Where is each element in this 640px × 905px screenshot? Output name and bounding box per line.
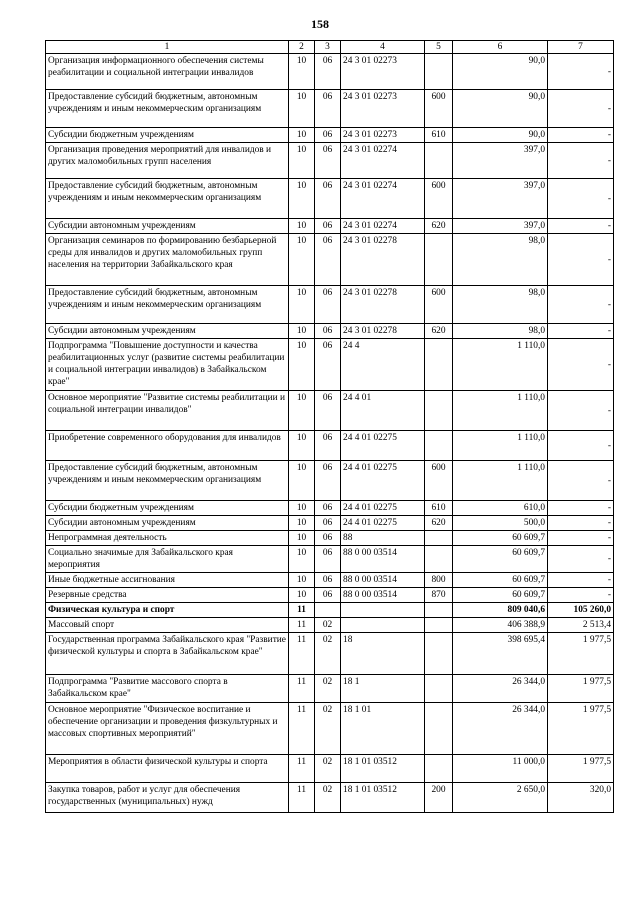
cell-target-article: 24 4 01 02275 [341, 461, 425, 501]
cell-subsection: 02 [315, 783, 341, 813]
cell-amount: 90,0 [453, 128, 548, 143]
cell-section: 10 [289, 573, 315, 588]
cell-amount: 60 609,7 [453, 573, 548, 588]
table-row [46, 588, 614, 603]
cell-expense-type [425, 234, 453, 286]
cell-section: 10 [289, 128, 315, 143]
cell-target-article: 24 3 01 02274 [341, 179, 425, 219]
cell-name: Организация информационного обеспечения системы реабилитации и социальной интеграции инвалидов [46, 54, 289, 90]
cell-amount-second: - [548, 143, 614, 179]
cell-target-article: 88 [341, 531, 425, 546]
cell-name: Основное мероприятие "Физическое воспитание и обеспечение организации и проведения физкультурных и массовых спортивных мероприятий" [46, 703, 289, 755]
column-header: 2 [289, 41, 315, 54]
cell-subsection: 02 [315, 703, 341, 755]
cell-amount: 2 650,0 [453, 783, 548, 813]
column-header: 5 [425, 41, 453, 54]
table-row [46, 339, 614, 391]
cell-subsection: 06 [315, 339, 341, 391]
cell-target-article: 88 0 00 03514 [341, 588, 425, 603]
table-row [46, 573, 614, 588]
cell-target-article: 88 0 00 03514 [341, 546, 425, 573]
cell-expense-type [425, 703, 453, 755]
cell-expense-type [425, 391, 453, 431]
cell-section: 11 [289, 633, 315, 675]
table-row [46, 431, 614, 461]
cell-expense-type [425, 618, 453, 633]
cell-name: Предоставление субсидий бюджетным, автономным учреждениям и иным некоммерческим организациям [46, 286, 289, 324]
cell-amount: 90,0 [453, 54, 548, 90]
cell-subsection: 02 [315, 618, 341, 633]
cell-expense-type [425, 339, 453, 391]
cell-expense-type: 600 [425, 286, 453, 324]
cell-expense-type: 610 [425, 128, 453, 143]
cell-section: 10 [289, 531, 315, 546]
column-header: 4 [341, 41, 425, 54]
cell-amount-second: - [548, 588, 614, 603]
cell-expense-type: 600 [425, 461, 453, 501]
table-row [46, 531, 614, 546]
cell-subsection: 06 [315, 143, 341, 179]
cell-subsection: 06 [315, 234, 341, 286]
cell-subsection: 06 [315, 588, 341, 603]
table-row [46, 755, 614, 783]
cell-amount-second: 105 260,0 [548, 603, 614, 618]
cell-subsection: 02 [315, 633, 341, 675]
column-header: 7 [548, 41, 614, 54]
cell-subsection: 06 [315, 546, 341, 573]
cell-section: 10 [289, 339, 315, 391]
cell-amount-second: - [548, 324, 614, 339]
cell-amount: 397,0 [453, 219, 548, 234]
cell-amount: 98,0 [453, 286, 548, 324]
cell-amount: 26 344,0 [453, 675, 548, 703]
cell-section: 10 [289, 234, 315, 286]
cell-expense-type [425, 633, 453, 675]
cell-section: 10 [289, 54, 315, 90]
cell-expense-type: 800 [425, 573, 453, 588]
table-row [46, 783, 614, 813]
cell-name: Субсидии автономным учреждениям [46, 324, 289, 339]
cell-amount-second: - [548, 501, 614, 516]
cell-name: Резервные средства [46, 588, 289, 603]
cell-section: 10 [289, 588, 315, 603]
cell-name: Закупка товаров, работ и услуг для обеспечения государственных (муниципальных) нужд [46, 783, 289, 813]
cell-amount-second: - [548, 391, 614, 431]
cell-name: Предоставление субсидий бюджетным, автономным учреждениям и иным некоммерческим организациям [46, 90, 289, 128]
table-row [46, 324, 614, 339]
cell-target-article [341, 618, 425, 633]
column-header: 1 [46, 41, 289, 54]
cell-target-article: 24 4 01 02275 [341, 501, 425, 516]
cell-section: 11 [289, 675, 315, 703]
cell-amount-second: - [548, 461, 614, 501]
cell-subsection: 06 [315, 531, 341, 546]
cell-amount-second: 1 977,5 [548, 703, 614, 755]
page-number: 158 [311, 17, 329, 31]
cell-expense-type: 620 [425, 219, 453, 234]
cell-amount-second: - [548, 286, 614, 324]
cell-amount: 809 040,6 [453, 603, 548, 618]
cell-amount: 1 110,0 [453, 431, 548, 461]
cell-name: Организация проведения мероприятий для инвалидов и других маломобильных групп населения [46, 143, 289, 179]
cell-target-article: 24 3 01 02273 [341, 54, 425, 90]
cell-section: 11 [289, 703, 315, 755]
cell-amount-second: - [548, 219, 614, 234]
cell-amount-second: - [548, 546, 614, 573]
cell-subsection: 06 [315, 516, 341, 531]
cell-amount: 398 695,4 [453, 633, 548, 675]
cell-section: 11 [289, 618, 315, 633]
cell-amount-second: - [548, 531, 614, 546]
cell-target-article: 24 4 [341, 339, 425, 391]
cell-section: 11 [289, 603, 315, 618]
cell-amount: 90,0 [453, 90, 548, 128]
table-row [46, 234, 614, 286]
cell-expense-type: 200 [425, 783, 453, 813]
table-row [46, 391, 614, 431]
cell-section: 10 [289, 516, 315, 531]
cell-expense-type [425, 143, 453, 179]
cell-name: Предоставление субсидий бюджетным, автономным учреждениям и иным некоммерческим организациям [46, 461, 289, 501]
cell-expense-type: 620 [425, 516, 453, 531]
cell-subsection: 02 [315, 755, 341, 783]
cell-expense-type: 600 [425, 179, 453, 219]
cell-subsection: 02 [315, 675, 341, 703]
cell-subsection: 06 [315, 573, 341, 588]
cell-subsection: 06 [315, 286, 341, 324]
cell-section: 10 [289, 461, 315, 501]
cell-expense-type: 600 [425, 90, 453, 128]
cell-section: 10 [289, 391, 315, 431]
cell-name: Субсидии автономным учреждениям [46, 219, 289, 234]
cell-subsection: 06 [315, 501, 341, 516]
cell-amount: 11 000,0 [453, 755, 548, 783]
cell-amount-second: 1 977,5 [548, 755, 614, 783]
table-row [46, 603, 614, 618]
table-row [46, 618, 614, 633]
cell-name: Иные бюджетные ассигнования [46, 573, 289, 588]
cell-amount: 98,0 [453, 234, 548, 286]
column-header-row [46, 41, 614, 54]
cell-amount-second: - [548, 179, 614, 219]
cell-target-article: 18 [341, 633, 425, 675]
cell-expense-type [425, 675, 453, 703]
cell-subsection: 06 [315, 391, 341, 431]
cell-name: Приобретение современного оборудования для инвалидов [46, 431, 289, 461]
cell-amount-second: - [548, 573, 614, 588]
cell-subsection: 06 [315, 128, 341, 143]
cell-amount: 1 110,0 [453, 391, 548, 431]
table-row [46, 675, 614, 703]
cell-name: Государственная программа Забайкальского края "Развитие физической культуры и спорта в Забайкальском крае" [46, 633, 289, 675]
table-row [46, 516, 614, 531]
cell-amount-second: 320,0 [548, 783, 614, 813]
table-row [46, 461, 614, 501]
cell-name: Массовый спорт [46, 618, 289, 633]
table-row [46, 286, 614, 324]
cell-name: Предоставление субсидий бюджетным, автономным учреждениям и иным некоммерческим организациям [46, 179, 289, 219]
column-header: 3 [315, 41, 341, 54]
cell-target-article: 24 4 01 02275 [341, 431, 425, 461]
cell-name: Основное мероприятие "Развитие системы реабилитации и социальной интеграции инвалидов" [46, 391, 289, 431]
cell-name: Субсидии бюджетным учреждениям [46, 128, 289, 143]
cell-expense-type [425, 531, 453, 546]
cell-name: Социально значимые для Забайкальского края мероприятия [46, 546, 289, 573]
cell-expense-type: 620 [425, 324, 453, 339]
cell-section: 10 [289, 431, 315, 461]
cell-target-article: 18 1 01 03512 [341, 783, 425, 813]
cell-target-article: 18 1 01 [341, 703, 425, 755]
cell-target-article: 18 1 [341, 675, 425, 703]
table-row [46, 501, 614, 516]
cell-amount-second: - [548, 90, 614, 128]
table-row [46, 90, 614, 128]
cell-amount: 1 110,0 [453, 461, 548, 501]
table-row [46, 546, 614, 573]
cell-expense-type: 610 [425, 501, 453, 516]
cell-amount-second: 1 977,5 [548, 675, 614, 703]
cell-amount-second: - [548, 234, 614, 286]
cell-name: Организация семинаров по формированию безбарьерной среды для инвалидов и других маломобильных групп населения на территории Забайкальского края [46, 234, 289, 286]
cell-section: 10 [289, 324, 315, 339]
cell-section: 10 [289, 179, 315, 219]
cell-expense-type [425, 431, 453, 461]
cell-amount: 397,0 [453, 179, 548, 219]
table-row [46, 143, 614, 179]
cell-expense-type: 870 [425, 588, 453, 603]
cell-amount: 500,0 [453, 516, 548, 531]
cell-amount: 98,0 [453, 324, 548, 339]
cell-expense-type [425, 54, 453, 90]
cell-target-article: 88 0 00 03514 [341, 573, 425, 588]
cell-target-article: 24 3 01 02278 [341, 234, 425, 286]
cell-section: 10 [289, 219, 315, 234]
cell-amount-second: - [548, 128, 614, 143]
cell-name: Физическая культура и спорт [46, 603, 289, 618]
cell-amount: 1 110,0 [453, 339, 548, 391]
table-row [46, 703, 614, 755]
cell-target-article: 24 3 01 02278 [341, 286, 425, 324]
table-row [46, 219, 614, 234]
cell-subsection: 06 [315, 219, 341, 234]
cell-amount: 60 609,7 [453, 531, 548, 546]
cell-target-article: 24 3 01 02274 [341, 219, 425, 234]
cell-section: 11 [289, 783, 315, 813]
cell-section: 10 [289, 143, 315, 179]
cell-expense-type [425, 755, 453, 783]
cell-amount: 26 344,0 [453, 703, 548, 755]
cell-target-article: 18 1 01 03512 [341, 755, 425, 783]
cell-amount-second: 2 513,4 [548, 618, 614, 633]
cell-amount-second: - [548, 54, 614, 90]
cell-section: 10 [289, 90, 315, 128]
table-row [46, 633, 614, 675]
cell-amount-second: 1 977,5 [548, 633, 614, 675]
cell-expense-type [425, 546, 453, 573]
cell-target-article: 24 3 01 02278 [341, 324, 425, 339]
cell-amount-second: - [548, 516, 614, 531]
cell-subsection: 06 [315, 90, 341, 128]
cell-amount: 60 609,7 [453, 588, 548, 603]
cell-subsection: 06 [315, 461, 341, 501]
cell-amount: 397,0 [453, 143, 548, 179]
cell-amount: 406 388,9 [453, 618, 548, 633]
cell-name: Непрограммная деятельность [46, 531, 289, 546]
cell-target-article: 24 4 01 02275 [341, 516, 425, 531]
cell-section: 10 [289, 286, 315, 324]
cell-section: 10 [289, 501, 315, 516]
cell-name: Подпрограмма "Развитие массового спорта в Забайкальском крае" [46, 675, 289, 703]
cell-expense-type [425, 603, 453, 618]
cell-subsection: 06 [315, 324, 341, 339]
cell-amount-second: - [548, 339, 614, 391]
cell-target-article: 24 3 01 02273 [341, 128, 425, 143]
table-row [46, 128, 614, 143]
cell-subsection: 06 [315, 54, 341, 90]
cell-subsection: 06 [315, 431, 341, 461]
cell-target-article [341, 603, 425, 618]
cell-amount-second: - [548, 431, 614, 461]
cell-target-article: 24 4 01 [341, 391, 425, 431]
cell-name: Подпрограмма "Повышение доступности и качества реабилитационных услуг (развитие системы реабилитации и социальной интеграции инвалидов) в Забайкальском крае" [46, 339, 289, 391]
cell-target-article: 24 3 01 02274 [341, 143, 425, 179]
cell-amount: 610,0 [453, 501, 548, 516]
cell-subsection [315, 603, 341, 618]
cell-section: 10 [289, 546, 315, 573]
cell-name: Субсидии бюджетным учреждениям [46, 501, 289, 516]
cell-section: 11 [289, 755, 315, 783]
table-row [46, 179, 614, 219]
cell-name: Мероприятия в области физической культуры и спорта [46, 755, 289, 783]
cell-target-article: 24 3 01 02273 [341, 90, 425, 128]
budget-table [45, 40, 614, 813]
column-header: 6 [453, 41, 548, 54]
cell-name: Субсидии автономным учреждениям [46, 516, 289, 531]
table-row [46, 54, 614, 90]
cell-subsection: 06 [315, 179, 341, 219]
cell-amount: 60 609,7 [453, 546, 548, 573]
